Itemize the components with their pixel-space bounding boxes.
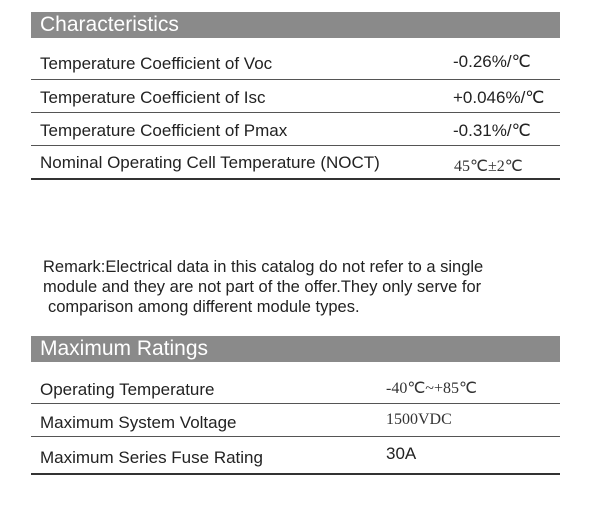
maximum-ratings-header [31, 336, 560, 362]
row-label: Nominal Operating Cell Temperature (NOCT) [40, 153, 380, 172]
row-value: +0.046%/℃ [453, 88, 545, 107]
table-row [31, 437, 560, 475]
row-value: -0.26%/℃ [453, 52, 531, 71]
row-value: 1500VDC [386, 411, 452, 428]
table-row [31, 370, 560, 404]
row-label: Temperature Coefficient of Isc [40, 88, 266, 107]
characteristics-table [31, 46, 560, 180]
characteristics-title: Characteristics [40, 13, 179, 36]
table-row [31, 146, 560, 180]
table-row [31, 80, 560, 113]
remark-line: Remark:Electrical data in this catalog do not refer to a single [43, 258, 484, 276]
remark-line: module and they are not part of the offer.They only serve for [43, 278, 482, 296]
remark-text [43, 257, 573, 317]
row-label: Maximum System Voltage [40, 413, 237, 432]
row-value: -40℃~+85℃ [386, 380, 477, 397]
row-value: 45℃±2℃ [454, 158, 523, 175]
row-label: Temperature Coefficient of Voc [40, 54, 273, 73]
maximum-ratings-title: Maximum Ratings [40, 337, 209, 360]
table-row [31, 46, 560, 80]
row-value: 30A [386, 444, 417, 463]
row-label: Temperature Coefficient of Pmax [40, 121, 288, 140]
remark-line: comparison among different module types. [48, 298, 360, 316]
maximum-ratings-table [31, 370, 560, 475]
characteristics-header [31, 12, 560, 38]
row-label: Maximum Series Fuse Rating [40, 448, 263, 467]
row-label: Operating Temperature [40, 380, 215, 399]
row-value: -0.31%/℃ [453, 121, 531, 140]
table-row [31, 404, 560, 437]
table-row [31, 113, 560, 146]
